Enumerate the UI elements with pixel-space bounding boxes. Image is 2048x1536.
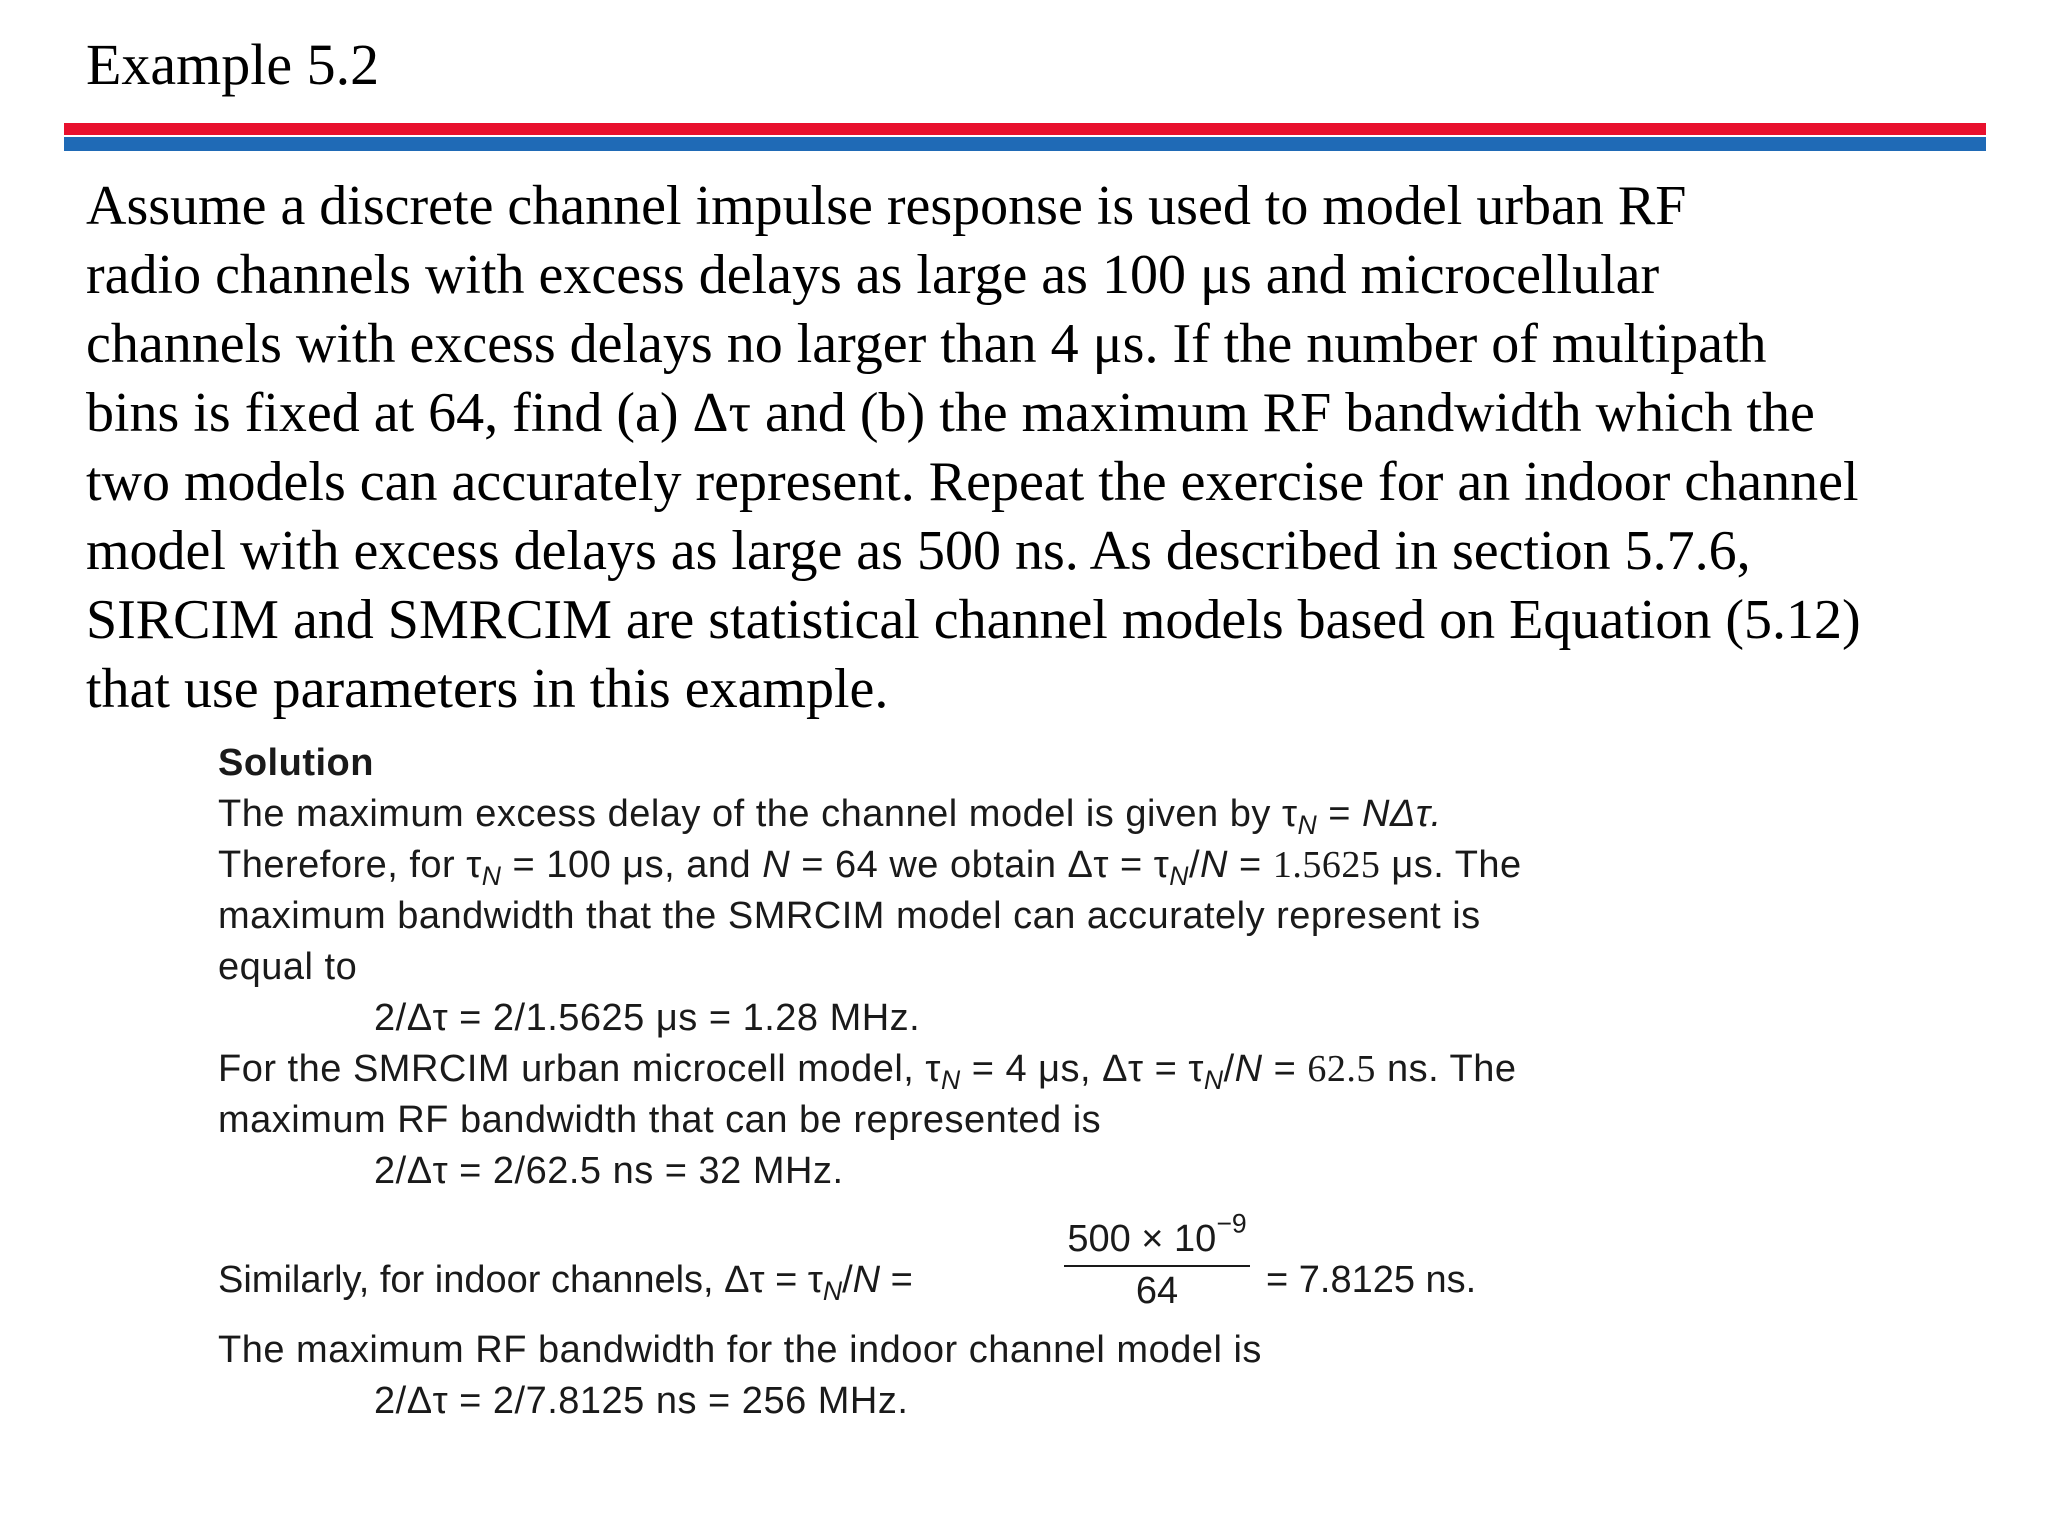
solution-line-2 <box>218 840 1522 891</box>
text: μs. The <box>1380 844 1522 886</box>
title-rule-blue <box>64 137 1986 151</box>
text: = 64 we obtain Δτ = τ <box>790 844 1170 886</box>
superscript: −9 <box>1216 1208 1247 1239</box>
math-text: N <box>762 844 791 886</box>
math-text: N <box>1200 844 1228 886</box>
text: ns. The <box>1375 1048 1517 1090</box>
solution-line-8: The maximum RF bandwidth for the indoor channel model is <box>218 1329 1262 1371</box>
text: 500 × 10 <box>1067 1218 1217 1260</box>
spacer <box>218 1197 1522 1215</box>
subscript: N <box>481 860 502 891</box>
text: = 4 μs, Δτ = τ <box>960 1048 1204 1090</box>
solution-line-7 <box>218 1208 1522 1325</box>
math-text: N <box>1234 1048 1263 1090</box>
text: / <box>1188 844 1201 886</box>
subscript: N <box>1297 809 1318 840</box>
text: / <box>842 1259 853 1301</box>
title-rule-red <box>64 123 1986 135</box>
text: Therefore, for τ <box>218 844 482 886</box>
slide-title: Example 5.2 <box>86 32 380 97</box>
math-text: N <box>852 1259 881 1301</box>
problem-line: bins is fixed at 64, find (a) Δτ and (b) the maximum RF bandwidth which the <box>86 382 1815 444</box>
text: The maximum excess delay of the channel model is given by <box>218 793 1271 835</box>
fraction-numerator <box>1064 1208 1250 1267</box>
fraction-denominator: 64 <box>1135 1270 1179 1312</box>
text: / <box>1223 1048 1235 1090</box>
number: 1.5625 <box>1272 844 1381 886</box>
equation-2: 2/Δτ = 2/62.5 ns = 32 MHz. <box>374 1150 844 1192</box>
subscript: N <box>940 1064 961 1095</box>
problem-line: SIRCIM and SMRCIM are statistical channel models based on Equation (5.12) <box>86 589 1861 651</box>
problem-statement <box>86 172 1861 724</box>
problem-line: Assume a discrete channel impulse response is used to model urban RF <box>86 175 1687 237</box>
text: = <box>1262 1048 1308 1090</box>
subscript: N <box>1169 860 1189 891</box>
solution-heading: Solution <box>218 742 374 784</box>
problem-line: channels with excess delays no larger than 4 μs. If the number of multipath <box>86 313 1767 375</box>
text: = <box>1228 844 1273 886</box>
subscript: N <box>822 1275 843 1306</box>
problem-line: two models can accurately represent. Repeat the exercise for an indoor channel <box>86 451 1859 513</box>
fraction <box>1064 1208 1250 1315</box>
fraction-lead <box>218 1255 913 1306</box>
fraction-result: = 7.8125 ns. <box>1266 1259 1477 1301</box>
equation-1: 2/Δτ = 2/1.5625 μs = 1.28 MHz. <box>374 997 921 1039</box>
text: Similarly, for indoor channels, Δτ = τ <box>218 1259 823 1301</box>
text: For the SMRCIM urban microcell model, τ <box>218 1048 941 1090</box>
solution-line-5 <box>218 1044 1522 1095</box>
problem-line: model with excess delays as large as 500 ns. As described in section 5.7.6, <box>86 520 1751 582</box>
tau-symbol: τ <box>1281 793 1298 835</box>
problem-line: that use parameters in this example. <box>86 658 889 720</box>
equation-3: 2/Δτ = 2/7.8125 ns = 256 MHz. <box>374 1380 909 1422</box>
problem-line: radio channels with excess delays as large as 100 μs and microcellular <box>86 244 1660 306</box>
math-text: NΔτ. <box>1362 793 1442 835</box>
number: 62.5 <box>1307 1048 1376 1090</box>
solution-line-3: maximum bandwidth that the SMRCIM model can accurately represent is <box>218 895 1481 937</box>
text: = 100 μs, and <box>501 844 763 886</box>
solution-block <box>218 738 1522 1427</box>
solution-line-1 <box>218 789 1522 840</box>
text: = <box>880 1259 913 1301</box>
solution-line-6: maximum RF bandwidth that can be represented is <box>218 1099 1102 1141</box>
text: = <box>1317 793 1362 835</box>
subscript: N <box>1203 1064 1224 1095</box>
solution-line-4: equal to <box>218 946 358 988</box>
